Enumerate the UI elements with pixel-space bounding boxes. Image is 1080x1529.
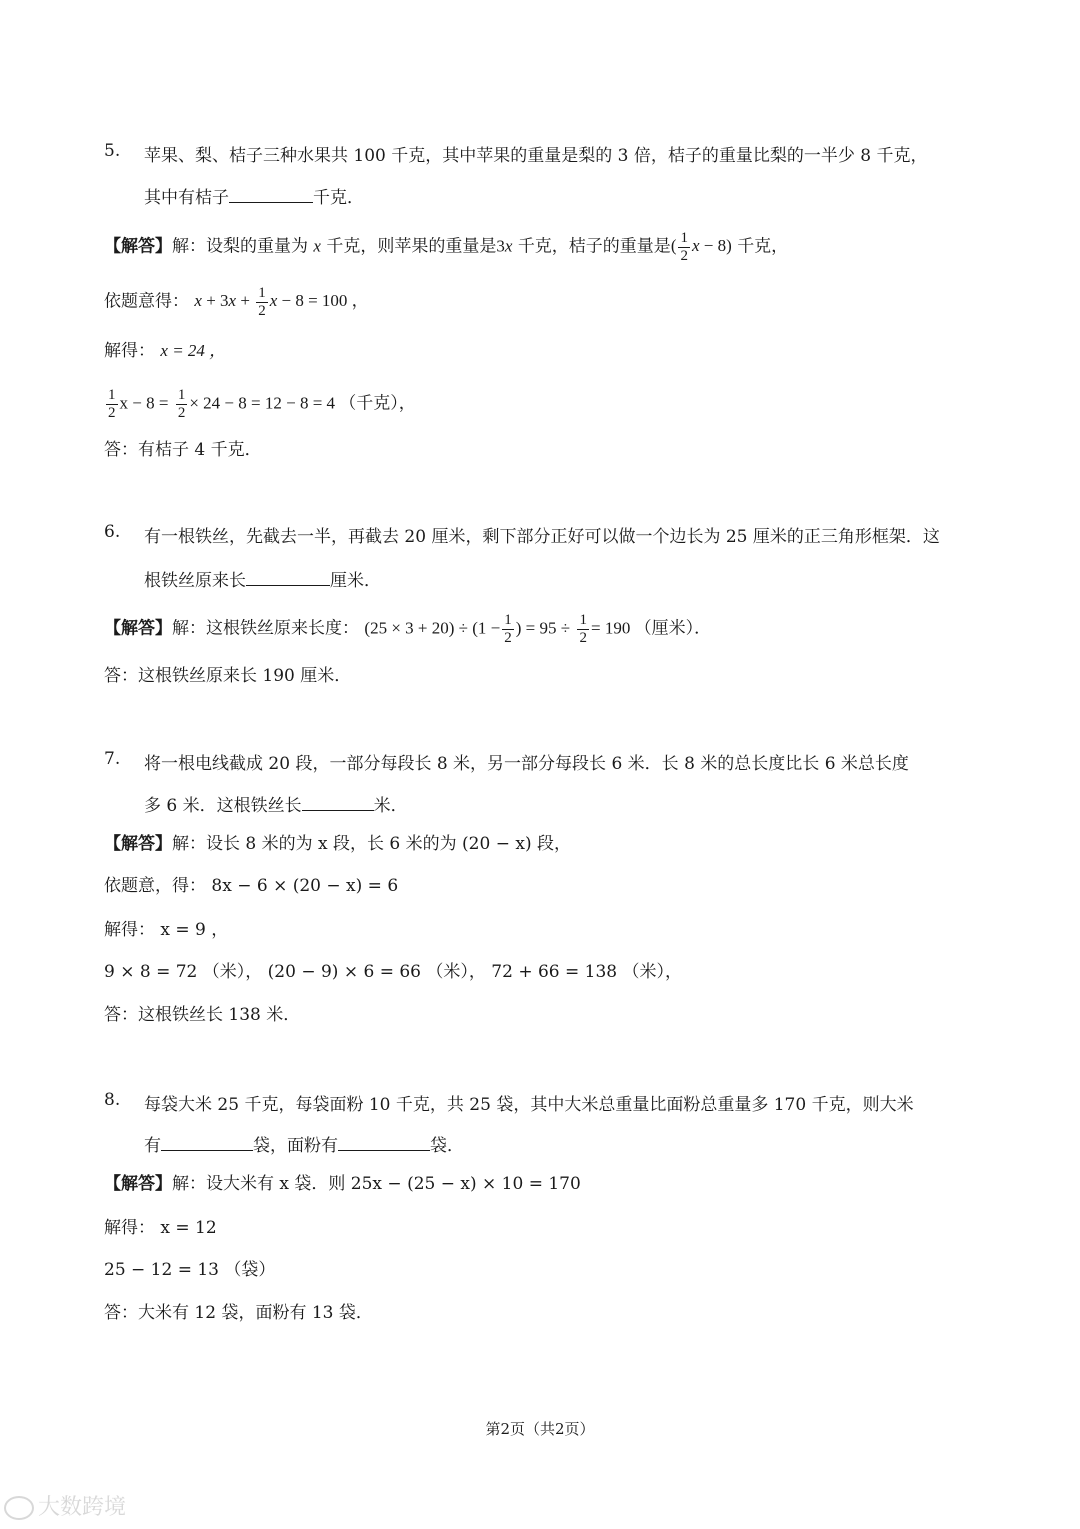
question-text-part: 袋，面粉有 <box>253 1136 338 1156</box>
answer-text: 解：这根铁丝原来长度： <box>172 618 359 639</box>
answer-blank[interactable] <box>302 792 374 811</box>
answer-line: 解得： x = 9 ， <box>104 920 229 940</box>
answer-line <box>104 339 226 363</box>
question-text-part: 袋． <box>430 1136 464 1156</box>
question-text-line2 <box>144 791 408 816</box>
answer-text: 解得： <box>104 341 155 361</box>
answer-text: 千克， <box>737 236 789 257</box>
question-text-part: 其中有桔子 <box>144 188 229 208</box>
question-number: 8. <box>104 1090 121 1110</box>
question-number: 6. <box>104 522 121 542</box>
question-text: 每袋大米 25 千克，每袋面粉 10 千克，共 25 袋，其中大米总重量比面粉总重量多 170 千克，则大米 <box>144 1095 914 1115</box>
answer-blank[interactable] <box>338 1132 430 1151</box>
answer-line: 【解答】解：这根铁丝原来长度： (25 × 3 + 20) ÷ (1 − $\frac{1}{2}$ ) = 95 ÷ $\frac{1}{2}$ = 190 （厘米）． <box>104 612 712 646</box>
answer-blank[interactable] <box>246 567 330 586</box>
answer-line: 依题意得： x + 3x + $\frac{1}{2}$ x − 8 = 100 ， <box>104 285 369 319</box>
answer-line <box>104 832 571 856</box>
answer-line: 解得： x = 12 <box>104 1218 217 1238</box>
answer-tag: 【解答】 <box>104 618 172 639</box>
answer-blank[interactable] <box>161 1132 253 1151</box>
question-number: 5. <box>104 141 121 161</box>
question-text-line2 <box>144 183 364 208</box>
equation: (25 × 3 + 20) ÷ (1 − <box>364 618 501 638</box>
question-text-part: 厘米． <box>330 571 381 591</box>
watermark-text: 大数跨境 <box>38 1495 127 1520</box>
answer-blank[interactable] <box>229 184 313 203</box>
answer-line: 9 × 8 = 72 （米）， (20 − 9) × 6 = 66 （米）， 72 + 66 = 138 （米）， <box>104 962 683 982</box>
answer-conclusion: 答：这根铁丝原来长 190 厘米． <box>104 666 352 686</box>
answer-text: 依题意得： <box>104 291 189 312</box>
watermark <box>4 1490 126 1521</box>
answer-text: 千克，则苹果的重量是 <box>326 236 497 257</box>
question-text: 苹果、梨、桔子三种水果共 100 千克，其中苹果的重量是梨的 3 倍，桔子的重量比梨的一半少 8 千克， <box>144 146 928 166</box>
page-footer: 第2页（共2页） <box>485 1420 595 1438</box>
question-text: 有一根铁丝，先截去一半，再截去 20 厘米，剩下部分正好可以做一个边长为 25 厘米的正三角形框架．这 <box>144 527 940 547</box>
answer-tag: 【解答】 <box>104 834 172 854</box>
answer-line: 【解答】解：设梨的重量为 x 千克，则苹果的重量是3x 千克，桔子的重量是( $\frac{1}{2}$ x − 8) 千克， <box>104 230 789 264</box>
question-text: 将一根电线截成 20 段，一部分每段长 8 米，另一部分每段长 6 米．长 8 米的总长度比长 6 米总长度 <box>144 754 909 774</box>
answer-text: 解：设长 8 米的为 x 段，长 6 米的为 (20 − x) 段， <box>172 834 571 854</box>
answer-text: 解：设梨的重量为 <box>172 236 308 257</box>
answer-conclusion: 答：这根铁丝长 138 米． <box>104 1005 301 1025</box>
question-text-part: 千克． <box>313 188 364 208</box>
answer-conclusion: 答：有桔子 4 千克． <box>104 440 262 460</box>
equation: x − 8 = <box>119 393 169 413</box>
question-text-line2 <box>144 1131 464 1156</box>
answer-line: $\frac{1}{2}$ x − 8 = $\frac{1}{2}$ × 24 − 8 = 12 − 8 = 4 （千克）， <box>108 387 416 421</box>
answer-line: 依题意，得： 8x − 6 × (20 − x) = 6 <box>104 876 399 896</box>
equation: ) = 95 ÷ <box>515 618 571 638</box>
equation: = 190 （厘米）． <box>590 618 712 638</box>
watermark-logo-icon <box>4 1496 34 1520</box>
answer-line <box>104 1172 581 1196</box>
answer-tag: 【解答】 <box>104 236 172 257</box>
answer-text: 千克，桔子的重量是 <box>517 236 671 257</box>
answer-tag: 【解答】 <box>104 1174 172 1194</box>
question-text-part: 米． <box>373 796 408 816</box>
answer-conclusion: 答：大米有 12 袋，面粉有 13 袋． <box>104 1303 373 1323</box>
question-text-part: 有 <box>144 1136 161 1156</box>
answer-text: 解：设大米有 x 袋．则 25x − (25 − x) × 10 = 170 <box>172 1174 581 1194</box>
question-text-part: 多 6 米．这根铁丝长 <box>144 796 302 816</box>
answer-line: 25 − 12 = 13 （袋） <box>104 1260 276 1280</box>
equation: × 24 − 8 = 12 − 8 = 4 （千克）， <box>189 393 416 413</box>
question-text-line2 <box>144 566 381 591</box>
question-text-part: 根铁丝原来长 <box>144 571 246 591</box>
equation: x = 24 ， <box>160 341 227 360</box>
question-number: 7. <box>104 749 121 769</box>
